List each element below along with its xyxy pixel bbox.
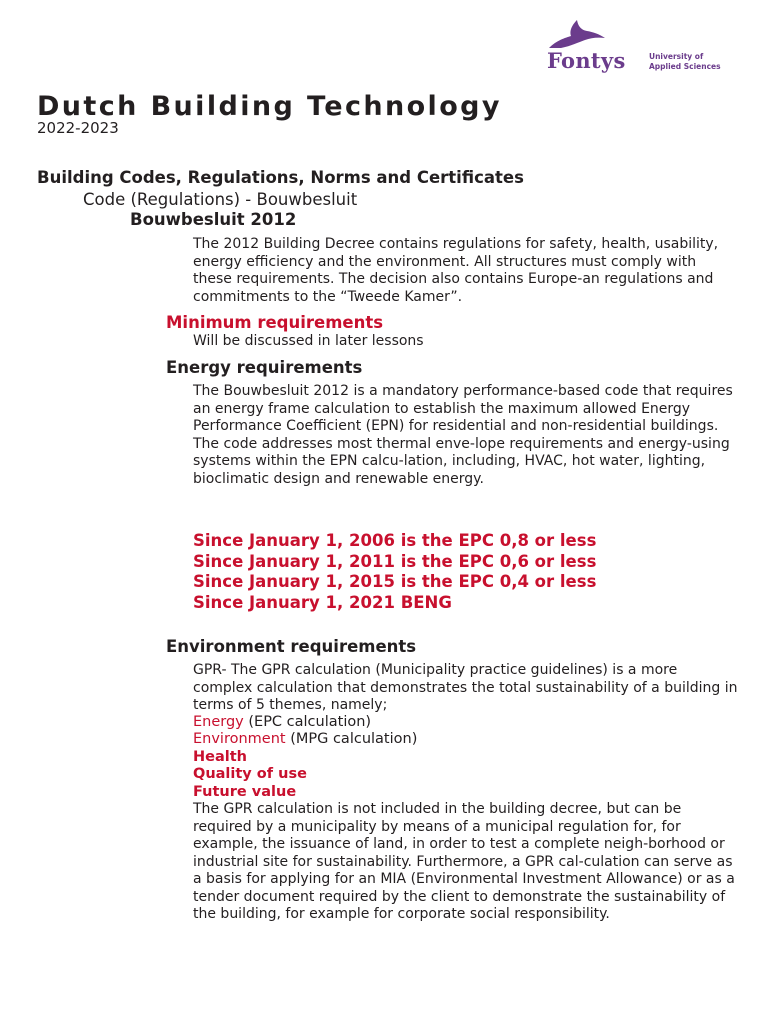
logo-subtitle (649, 52, 749, 72)
theme-energy-note: (EPC calculation) (243, 714, 372, 730)
subsection-heading: Code (Regulations) - Bouwbesluit (83, 190, 358, 209)
logo-wordmark: Fontys (547, 48, 626, 73)
academic-year: 2022-2023 (37, 119, 119, 137)
epc-list (193, 531, 596, 613)
theme-environment (193, 731, 417, 748)
subsubsection-heading: Bouwbesluit 2012 (130, 210, 297, 229)
epc-line: Since January 1, 2006 is the EPC 0,8 or less (193, 531, 597, 550)
theme-quality-of-use: Quality of use (193, 766, 307, 783)
epc-line: Since January 1, 2015 is the EPC 0,4 or less (193, 572, 597, 591)
theme-environment-label: Environment (193, 731, 286, 748)
theme-energy (193, 714, 417, 731)
gpr-text: - The GPR calculation (Municipality practice guidelines) is a more complex calculation that demonstrates the total sustainability of a building in terms of 5 themes, namely; (193, 662, 738, 713)
intro-paragraph: The 2012 Building Decree contains regulations for safety, health, usability, energy efficiency and the environment. All structures must comply with these requirements. The decision also contains Europe-an regulations and commitments to the “Tweede Kamer”. (193, 236, 719, 305)
gpr-themes-list (193, 714, 417, 801)
epc-line: Since January 1, 2021 BENG (193, 592, 452, 612)
gpr-label: GPR (193, 662, 222, 678)
minimum-requirements-heading: Minimum requirements (166, 313, 384, 332)
section-heading: Building Codes, Regulations, Norms and Certificates (37, 168, 524, 187)
energy-requirements-heading: Energy requirements (166, 358, 363, 377)
environment-requirements-heading: Environment requirements (166, 637, 417, 656)
theme-environment-note: (MPG calculation) (285, 731, 418, 748)
theme-health: Health (193, 748, 247, 765)
theme-future-value: Future value (193, 783, 297, 800)
theme-energy-label: Energy (193, 714, 244, 730)
energy-requirements-text: The Bouwbesluit 2012 is a mandatory performance-based code that requires an energy frame calculation to establish the maximum allowed Energy Performance Coefficient (EPN) for residential and non-residential buildings. The code addresses most thermal enve-lope requirements and energy-using systems within the EPN calcu-lation, including, HVAC, hot water, lighting, bioclimatic design and renewable energy. (193, 383, 733, 487)
owl-icon (547, 18, 607, 52)
gpr-closing-paragraph: The GPR calculation is not included in the building decree, but can be required by a municipality by means of a municipal regulation for, for example, the issuance of land, in order to test a complete neigh-borhood or industrial site for sustainability. Furthermore, a GPR cal-culation can serve as a basis for applying for an MIA (Environmental Investment Allowance) or as a tender document required by the client to demonstrate the sustainability of the building, for example for corporate social responsibility. (193, 801, 735, 922)
logo-subtitle-line2: Applied Sciences (649, 62, 721, 71)
fontys-logo (545, 18, 745, 78)
minimum-requirements-text: Will be discussed in later lessons (193, 333, 424, 349)
gpr-intro-paragraph (193, 662, 738, 715)
page-title: Dutch Building Technology (37, 91, 502, 122)
epc-line: Since January 1, 2011 is the EPC 0,6 or less (193, 551, 597, 571)
logo-subtitle-line1: University of (649, 52, 704, 61)
